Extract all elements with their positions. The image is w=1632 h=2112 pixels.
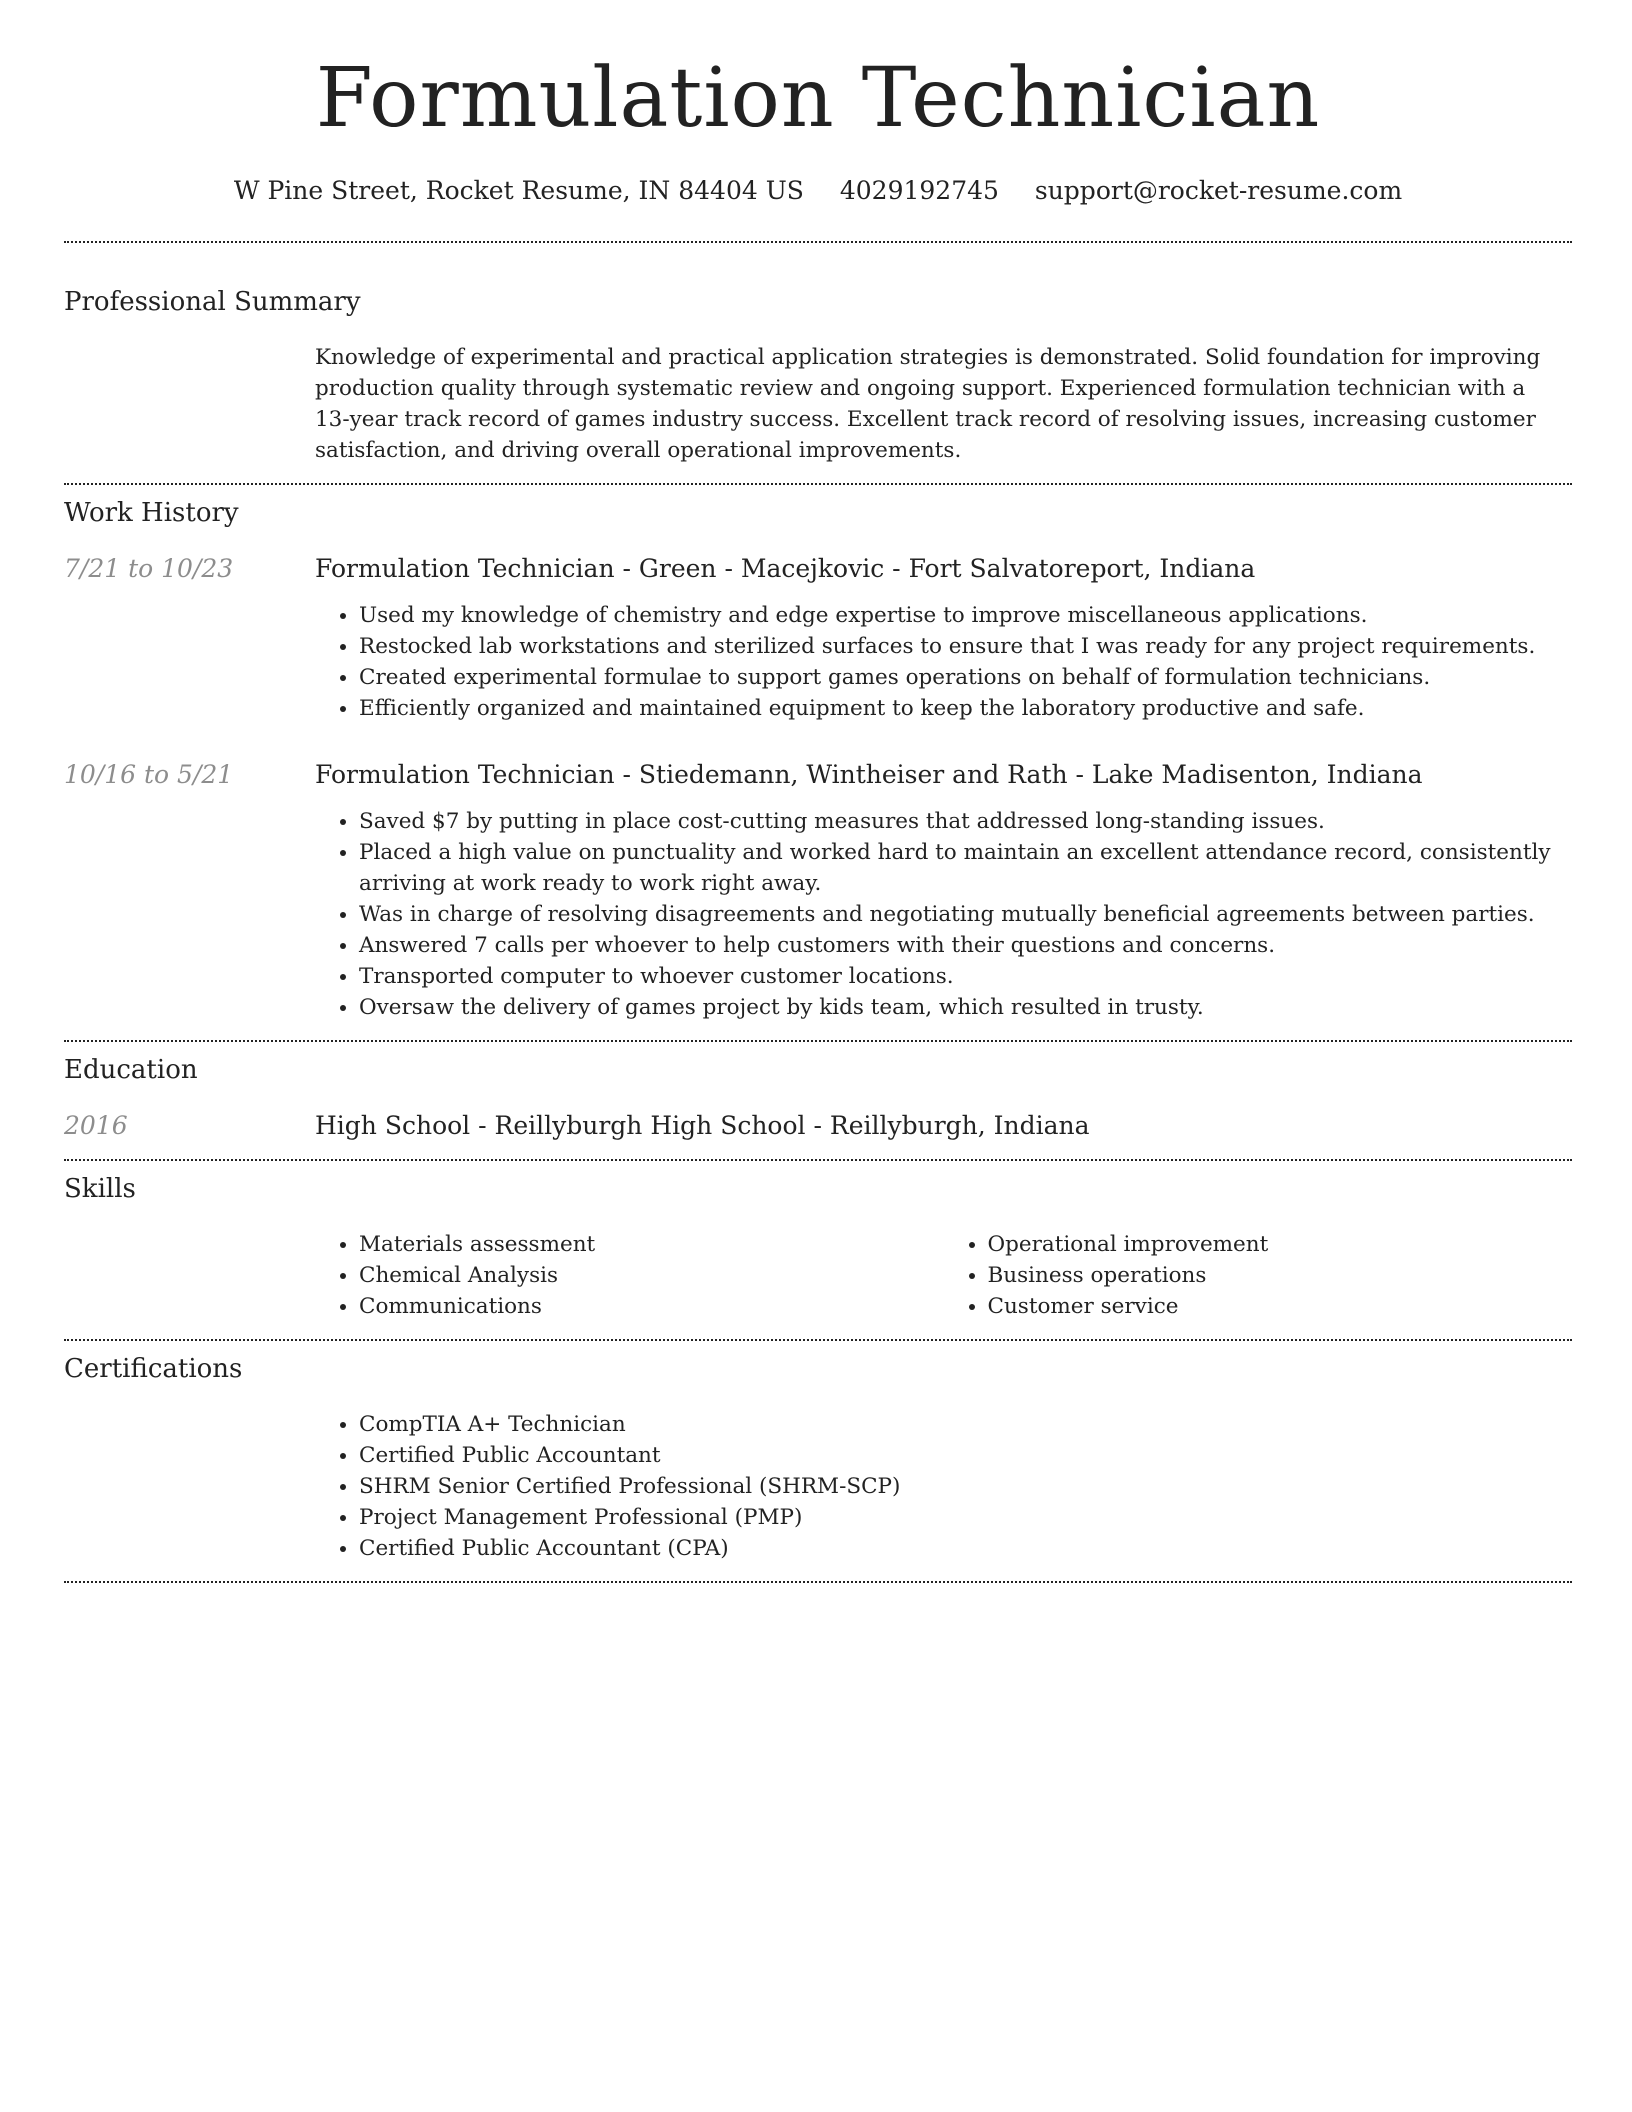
job-header xyxy=(64,552,1572,586)
summary-text: Knowledge of experimental and practical application strategies is demonstrated. Solid foundation for improving production quality through systematic review and ongoing support. Experienced formulation technician with a 13-year track record of games industry success. Excellent track record of resolving issues, increasing customer satisfaction, and driving overall operational improvements. xyxy=(315,345,1541,463)
divider xyxy=(64,1159,1572,1161)
work-section-title: Work History xyxy=(64,498,239,528)
job-title: Formulation Technician - Green - Macejkovic - Fort Salvatoreport, Indiana xyxy=(315,554,1256,583)
job-dates: 7/21 to 10/23 xyxy=(64,554,234,583)
resume-page xyxy=(64,0,1572,1583)
divider xyxy=(64,1581,1572,1583)
list-item: • Materials assessment xyxy=(359,1229,944,1260)
skills-list xyxy=(315,1229,1572,1322)
list-item: • Efficiently organized and maintained equipment to keep the laboratory productive and safe. xyxy=(359,693,1555,724)
job-dates: 10/16 to 5/21 xyxy=(64,760,234,789)
education-section-title: Education xyxy=(64,1055,198,1085)
list-item: • Transported computer to whoever customer locations. xyxy=(359,961,1555,992)
skills-column-right xyxy=(944,1229,1573,1322)
summary-section-title: Professional Summary xyxy=(64,287,361,317)
education-school: High School - Reillyburgh High School - Reillyburgh, Indiana xyxy=(315,1111,1090,1140)
skills-column-left xyxy=(315,1229,944,1322)
list-item: • Operational improvement xyxy=(988,1229,1573,1260)
list-item: • Chemical Analysis xyxy=(359,1260,944,1291)
list-item: • Used my knowledge of chemistry and edge expertise to improve miscellaneous applications. xyxy=(359,600,1555,631)
job-bullets xyxy=(315,806,1555,1023)
divider xyxy=(64,483,1572,485)
education-entry xyxy=(64,1109,1572,1143)
contact-email: support@rocket-resume.com xyxy=(1034,176,1403,205)
list-item: • Was in charge of resolving disagreements and negotiating mutually beneficial agreements between parties. xyxy=(359,899,1555,930)
list-item: • Saved $7 by putting in place cost-cutting measures that addressed long-standing issues. xyxy=(359,806,1555,837)
certifications-section-title: Certifications xyxy=(64,1354,243,1384)
list-item: • Oversaw the delivery of games project by kids team, which resulted in trusty. xyxy=(359,992,1555,1023)
list-item: • Certified Public Accountant (CPA) xyxy=(359,1533,1572,1564)
list-item: • SHRM Senior Certified Professional (SHRM-SCP) xyxy=(359,1471,1572,1502)
job-header xyxy=(64,758,1572,792)
list-item: • Placed a high value on punctuality and worked hard to maintain an excellent attendance record, consistently arriving at work ready to work right away. xyxy=(359,837,1555,899)
list-item: • Certified Public Accountant xyxy=(359,1440,1572,1471)
list-item: • Communications xyxy=(359,1291,944,1322)
divider xyxy=(64,1040,1572,1042)
contact-phone: 4029192745 xyxy=(839,176,999,205)
list-item: • CompTIA A+ Technician xyxy=(359,1409,1572,1440)
job-bullets xyxy=(315,600,1555,724)
contact-address: W Pine Street, Rocket Resume, IN 84404 US xyxy=(233,176,804,205)
list-item: • Business operations xyxy=(988,1260,1573,1291)
list-item: • Project Management Professional (PMP) xyxy=(359,1502,1572,1533)
job-title: Formulation Technician - Stiedemann, Wintheiser and Rath - Lake Madisenton, Indiana xyxy=(315,760,1423,789)
list-item: • Restocked lab workstations and sterilized surfaces to ensure that I was ready for any project requirements. xyxy=(359,631,1555,662)
education-year: 2016 xyxy=(64,1111,128,1140)
candidate-name: Formulation Technician xyxy=(315,51,1321,146)
divider xyxy=(64,1339,1572,1341)
skills-section-title: Skills xyxy=(64,1174,136,1204)
contact-line xyxy=(64,176,1572,205)
list-item: • Answered 7 calls per whoever to help customers with their questions and concerns. xyxy=(359,930,1555,961)
list-item: • Customer service xyxy=(988,1291,1573,1322)
list-item: • Created experimental formulae to support games operations on behalf of formulation technicians. xyxy=(359,662,1555,693)
divider xyxy=(64,241,1572,243)
certifications-list xyxy=(315,1409,1572,1564)
